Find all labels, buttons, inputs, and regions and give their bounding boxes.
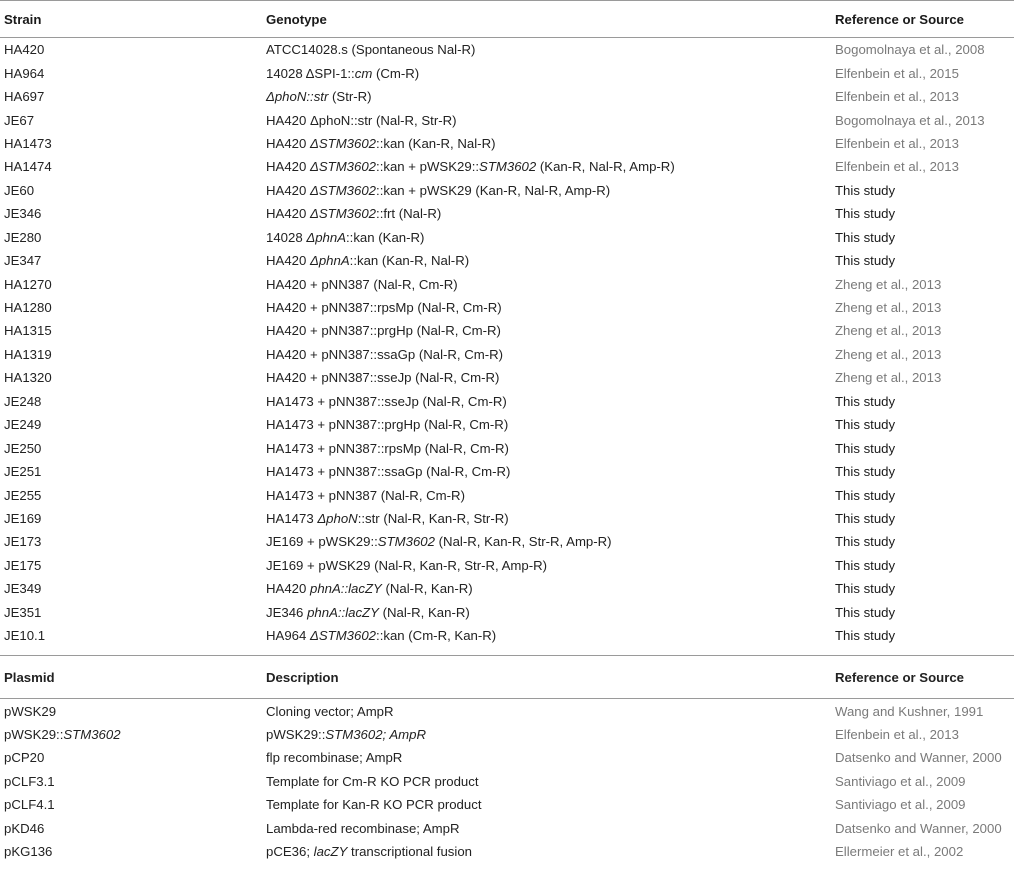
genotype-cell xyxy=(262,554,831,577)
desc-cell xyxy=(262,723,831,746)
plasmid-cell xyxy=(0,699,262,723)
genotype-cell xyxy=(262,272,831,295)
text-run: STM3602 xyxy=(377,534,435,550)
genotype-cell xyxy=(262,202,831,225)
strain-cell: HA964 xyxy=(4,65,45,81)
genotype-cell xyxy=(262,132,831,155)
text-run: HA420 + pNN387::prgHp (Nal-R, Cm-R) xyxy=(266,323,501,339)
strain-cell: JE349 xyxy=(4,581,42,597)
strain-row xyxy=(0,296,1014,319)
strain-cell: JE255 xyxy=(4,487,42,503)
strain-cell: JE280 xyxy=(4,229,42,245)
strain-row xyxy=(0,483,1014,506)
reference-cell: Ellermeier et al., 2002 xyxy=(835,844,964,860)
strain-row xyxy=(0,577,1014,600)
plasmid-row xyxy=(0,723,1014,746)
strain-row xyxy=(0,390,1014,413)
strain-row xyxy=(0,272,1014,295)
strain-cell: JE67 xyxy=(4,112,35,128)
reference-column-header: Reference or Source xyxy=(831,1,1014,38)
genotype-cell xyxy=(262,343,831,366)
text-run: ::kan + pWSK29:: xyxy=(376,159,480,175)
plasmid-cell xyxy=(0,770,262,793)
text-run: ::kan + pWSK29 (Kan-R, Nal-R, Amp-R) xyxy=(376,182,611,198)
genotype-cell xyxy=(262,249,831,272)
text-run: ::kan (Cm-R, Kan-R) xyxy=(376,628,497,644)
text-run: pWSK29:: xyxy=(4,727,64,743)
text-run: ΔSTM3602 xyxy=(310,628,377,644)
plasmids-body xyxy=(0,699,1014,864)
text-run: HA1473 + pNN387::sseJp (Nal-R, Cm-R) xyxy=(266,393,507,409)
plasmid-cell xyxy=(0,793,262,816)
reference-cell: Wang and Kushner, 1991 xyxy=(835,703,984,719)
text-run: HA420 xyxy=(266,253,310,269)
plasmid-row xyxy=(0,817,1014,840)
text-run: JE169 + pWSK29 (Nal-R, Kan-R, Str-R, Amp-R) xyxy=(266,557,548,573)
text-run: pKD46 xyxy=(4,820,45,836)
text-run: HA1473 + pNN387 (Nal-R, Cm-R) xyxy=(266,487,465,503)
desc-cell xyxy=(262,840,831,863)
genotype-cell xyxy=(262,601,831,624)
reference-cell: This study xyxy=(835,417,896,433)
text-run: 14028 xyxy=(266,229,307,245)
genotype-column-header: Genotype xyxy=(262,1,831,38)
text-run: ::frt (Nal-R) xyxy=(376,206,442,222)
reference-cell: Zheng et al., 2013 xyxy=(835,300,942,316)
reference-cell: This study xyxy=(835,393,896,409)
strain-row xyxy=(0,554,1014,577)
text-run: JE169 + pWSK29:: xyxy=(266,534,378,550)
reference-cell: This study xyxy=(835,604,896,620)
reference-cell: This study xyxy=(835,581,896,597)
strain-column-header: Strain xyxy=(0,1,262,38)
text-run: HA420 ΔphoN::str (Nal-R, Str-R) xyxy=(266,112,457,128)
text-run: STM3602 xyxy=(63,727,121,743)
reference-cell: Elfenbein et al., 2013 xyxy=(835,727,959,743)
text-run: phnA::lacZY xyxy=(310,581,382,597)
strain-cell: HA1474 xyxy=(4,159,52,175)
text-run: pCLF3.1 xyxy=(4,773,55,789)
strain-cell: JE250 xyxy=(4,440,42,456)
strain-cell: HA1280 xyxy=(4,300,52,316)
text-run: Cloning vector; AmpR xyxy=(266,703,394,719)
desc-cell xyxy=(262,770,831,793)
genotype-cell xyxy=(262,507,831,530)
strain-cell: HA1319 xyxy=(4,346,52,362)
text-run: pCP20 xyxy=(4,750,45,766)
plasmid-cell xyxy=(0,840,262,863)
text-run: ΔSTM3602 xyxy=(310,135,377,151)
text-run: ΔphnA xyxy=(306,229,346,245)
text-run: (Str-R) xyxy=(328,89,372,105)
strain-row xyxy=(0,155,1014,178)
text-run: (Kan-R, Nal-R, Amp-R) xyxy=(536,159,675,175)
strain-cell: HA697 xyxy=(4,89,45,105)
plasmid-cell xyxy=(0,746,262,769)
genotype-cell xyxy=(262,108,831,131)
reference-cell: Elfenbein et al., 2013 xyxy=(835,135,959,151)
genotype-cell xyxy=(262,577,831,600)
reference-cell: Zheng et al., 2013 xyxy=(835,346,942,362)
reference-cell: Zheng et al., 2013 xyxy=(835,323,942,339)
strain-row xyxy=(0,38,1014,62)
reference-cell: Datsenko and Wanner, 2000 xyxy=(835,750,1002,766)
genotype-cell xyxy=(262,366,831,389)
genotype-cell xyxy=(262,624,831,647)
plasmid-reference-column-header: Reference or Source xyxy=(831,656,1014,699)
reference-cell: This study xyxy=(835,206,896,222)
text-run: (Nal-R, Kan-R, Str-R, Amp-R) xyxy=(434,534,612,550)
reference-cell: Santiviago et al., 2009 xyxy=(835,773,966,789)
text-run: (Nal-R, Kan-R) xyxy=(378,604,470,620)
reference-cell: This study xyxy=(835,182,896,198)
strain-row xyxy=(0,202,1014,225)
text-run: HA420 xyxy=(266,135,310,151)
text-run: HA1473 xyxy=(266,510,318,526)
strain-cell: JE169 xyxy=(4,510,42,526)
strain-row xyxy=(0,624,1014,647)
text-run: HA420 xyxy=(266,159,310,175)
text-run: Lambda-red recombinase; AmpR xyxy=(266,820,460,836)
strain-row xyxy=(0,319,1014,342)
text-run: transcriptional fusion xyxy=(347,844,472,860)
text-run: phnA::lacZY xyxy=(307,604,379,620)
text-run: (Cm-R) xyxy=(372,65,420,81)
reference-cell: Zheng et al., 2013 xyxy=(835,370,942,386)
reference-cell: Datsenko and Wanner, 2000 xyxy=(835,820,1002,836)
strain-row xyxy=(0,132,1014,155)
genotype-cell xyxy=(262,319,831,342)
text-run: ::kan (Kan-R, Nal-R) xyxy=(376,135,496,151)
text-run: HA1473 + pNN387::rpsMp (Nal-R, Cm-R) xyxy=(266,440,509,456)
reference-cell: This study xyxy=(835,628,896,644)
description-column-header: Description xyxy=(262,656,831,699)
reference-cell: Elfenbein et al., 2015 xyxy=(835,65,959,81)
reference-cell: Bogomolnaya et al., 2008 xyxy=(835,42,985,58)
strain-cell: JE173 xyxy=(4,534,42,550)
strain-cell: JE248 xyxy=(4,393,42,409)
text-run: HA964 xyxy=(266,628,310,644)
strain-cell: HA1315 xyxy=(4,323,52,339)
text-run: JE346 xyxy=(266,604,308,620)
reference-cell: This study xyxy=(835,487,896,503)
strain-row xyxy=(0,179,1014,202)
strain-cell: HA420 xyxy=(4,42,45,58)
desc-cell xyxy=(262,746,831,769)
text-run: ΔSTM3602 xyxy=(310,206,377,222)
desc-cell xyxy=(262,793,831,816)
genotype-cell xyxy=(262,413,831,436)
genotype-cell xyxy=(262,179,831,202)
text-run: flp recombinase; AmpR xyxy=(266,750,403,766)
reference-cell: Elfenbein et al., 2013 xyxy=(835,89,959,105)
plasmid-cell xyxy=(0,723,262,746)
text-run: HA420 + pNN387::rpsMp (Nal-R, Cm-R) xyxy=(266,300,502,316)
desc-cell xyxy=(262,817,831,840)
genotype-cell xyxy=(262,390,831,413)
reference-cell: This study xyxy=(835,557,896,573)
plasmid-row xyxy=(0,840,1014,863)
plasmid-row xyxy=(0,770,1014,793)
text-run: ATCC14028.s (Spontaneous Nal-R) xyxy=(266,42,476,58)
strain-row xyxy=(0,366,1014,389)
genotype-cell xyxy=(262,155,831,178)
text-run: HA1473 + pNN387::prgHp (Nal-R, Cm-R) xyxy=(266,417,509,433)
strain-row xyxy=(0,507,1014,530)
text-run: ΔphnA xyxy=(310,253,350,269)
strain-row xyxy=(0,343,1014,366)
text-run: HA420 xyxy=(266,581,310,597)
genotype-cell xyxy=(262,85,831,108)
plasmids-header-row xyxy=(0,656,1014,699)
text-run: HA1473 + pNN387::ssaGp (Nal-R, Cm-R) xyxy=(266,464,511,480)
text-run: HA420 + pNN387::sseJp (Nal-R, Cm-R) xyxy=(266,370,500,386)
text-run: lacZY xyxy=(313,844,348,860)
reference-cell: This study xyxy=(835,253,896,269)
text-run: pKG136 xyxy=(4,844,53,860)
reference-cell: This study xyxy=(835,534,896,550)
text-run: HA420 xyxy=(266,182,310,198)
strain-cell: HA1270 xyxy=(4,276,52,292)
plasmid-cell xyxy=(0,817,262,840)
text-run: Template for Cm-R KO PCR product xyxy=(266,773,479,789)
text-run: HA420 + pNN387::ssaGp (Nal-R, Cm-R) xyxy=(266,346,504,362)
strain-row xyxy=(0,460,1014,483)
strain-cell: JE347 xyxy=(4,253,42,269)
strain-row xyxy=(0,226,1014,249)
genotype-cell xyxy=(262,226,831,249)
text-run: pCLF4.1 xyxy=(4,797,55,813)
text-run: HA420 + pNN387 (Nal-R, Cm-R) xyxy=(266,276,458,292)
text-run: ::str (Nal-R, Kan-R, Str-R) xyxy=(357,510,509,526)
text-run: ΔphoN::str xyxy=(266,89,329,105)
strain-cell: JE346 xyxy=(4,206,42,222)
text-run: 14028 ΔSPI-1:: xyxy=(266,65,355,81)
text-run: (Nal-R, Kan-R) xyxy=(381,581,473,597)
genotype-cell xyxy=(262,61,831,84)
genotype-cell xyxy=(262,296,831,319)
genotype-cell xyxy=(262,530,831,553)
text-run: ΔSTM3602 xyxy=(310,159,377,175)
text-run: STM3602 xyxy=(479,159,537,175)
strain-row xyxy=(0,413,1014,436)
genotype-cell xyxy=(262,38,831,62)
reference-cell: Santiviago et al., 2009 xyxy=(835,797,966,813)
reference-cell: This study xyxy=(835,229,896,245)
reference-cell: This study xyxy=(835,464,896,480)
strain-row xyxy=(0,108,1014,131)
text-run: cm xyxy=(354,65,373,81)
strains-header-row xyxy=(0,1,1014,38)
plasmid-row xyxy=(0,793,1014,816)
strain-cell: HA1320 xyxy=(4,370,52,386)
reference-cell: Zheng et al., 2013 xyxy=(835,276,942,292)
strain-cell: JE249 xyxy=(4,417,42,433)
text-run: HA420 xyxy=(266,206,310,222)
strain-cell: HA1473 xyxy=(4,135,52,151)
text-run: pWSK29:: xyxy=(266,727,326,743)
text-run: Template for Kan-R KO PCR product xyxy=(266,797,482,813)
strain-row xyxy=(0,601,1014,624)
genotype-cell xyxy=(262,460,831,483)
reference-cell: This study xyxy=(835,440,896,456)
text-run: ::kan (Kan-R, Nal-R) xyxy=(349,253,470,269)
strain-row xyxy=(0,530,1014,553)
strains-body xyxy=(0,38,1014,648)
strain-cell: JE60 xyxy=(4,182,35,198)
text-run: pCE36; xyxy=(266,844,314,860)
strain-cell: JE351 xyxy=(4,604,42,620)
reference-cell: This study xyxy=(835,510,896,526)
plasmid-row xyxy=(0,699,1014,723)
plasmid-column-header: Plasmid xyxy=(0,656,262,699)
strain-cell: JE10.1 xyxy=(4,628,46,644)
strain-row xyxy=(0,436,1014,459)
reference-cell: Bogomolnaya et al., 2013 xyxy=(835,112,985,128)
text-run: ΔphoN xyxy=(317,510,358,526)
genotype-cell xyxy=(262,483,831,506)
text-run: ::kan (Kan-R) xyxy=(346,229,425,245)
text-run: ΔSTM3602 xyxy=(310,182,377,198)
strain-cell: JE251 xyxy=(4,464,42,480)
reference-cell: Elfenbein et al., 2013 xyxy=(835,159,959,175)
text-run: STM3602; AmpR xyxy=(325,727,427,743)
text-run: pWSK29 xyxy=(4,703,57,719)
genotype-cell xyxy=(262,436,831,459)
plasmid-row xyxy=(0,746,1014,769)
strain-row xyxy=(0,61,1014,84)
strain-cell: JE175 xyxy=(4,557,42,573)
strain-row xyxy=(0,85,1014,108)
strain-row xyxy=(0,249,1014,272)
desc-cell xyxy=(262,699,831,723)
